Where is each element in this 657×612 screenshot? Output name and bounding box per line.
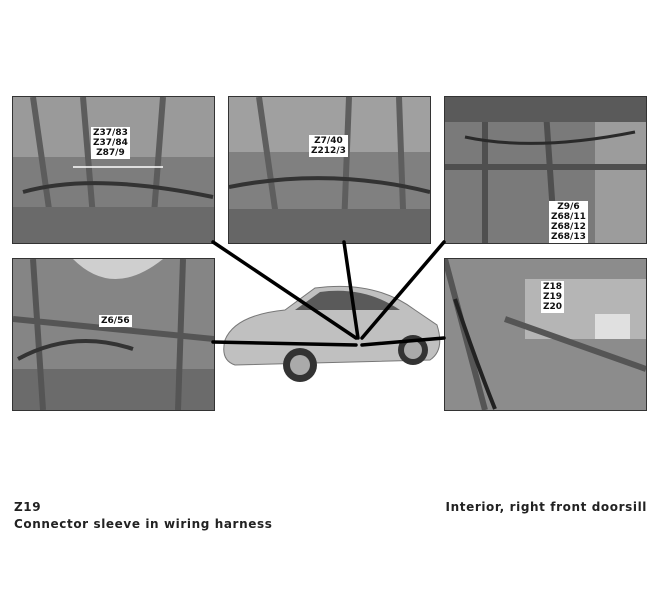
label-z9-6: Z9/6 (557, 202, 580, 212)
label-z68-13: Z68/13 (551, 232, 586, 242)
component-location: Interior, right front doorsill (445, 500, 647, 514)
label-z87-9: Z87/9 (96, 148, 125, 158)
callout-line-z7 (344, 242, 358, 338)
component-id: Z19 (14, 500, 42, 514)
label-z68-12: Z68/12 (551, 222, 586, 232)
label-z68-11: Z68/11 (551, 212, 586, 222)
label-z212-3: Z212/3 (311, 146, 346, 156)
label-z37-84: Z37/84 (93, 138, 128, 148)
label-z20: Z20 (543, 302, 563, 312)
label-z19: Z19 (543, 292, 563, 302)
label-z18: Z18 (543, 282, 563, 292)
callout-line-z6 (213, 342, 356, 345)
label-z37-83: Z37/83 (93, 128, 128, 138)
callout-line-z9 (362, 242, 444, 338)
label-z7-40: Z7/40 (314, 136, 343, 146)
component-description: Connector sleeve in wiring harness (14, 517, 273, 531)
callout-line-z18 (362, 338, 444, 345)
label-z6-56: Z6/56 (101, 316, 130, 326)
callout-line-z37 (213, 242, 356, 338)
